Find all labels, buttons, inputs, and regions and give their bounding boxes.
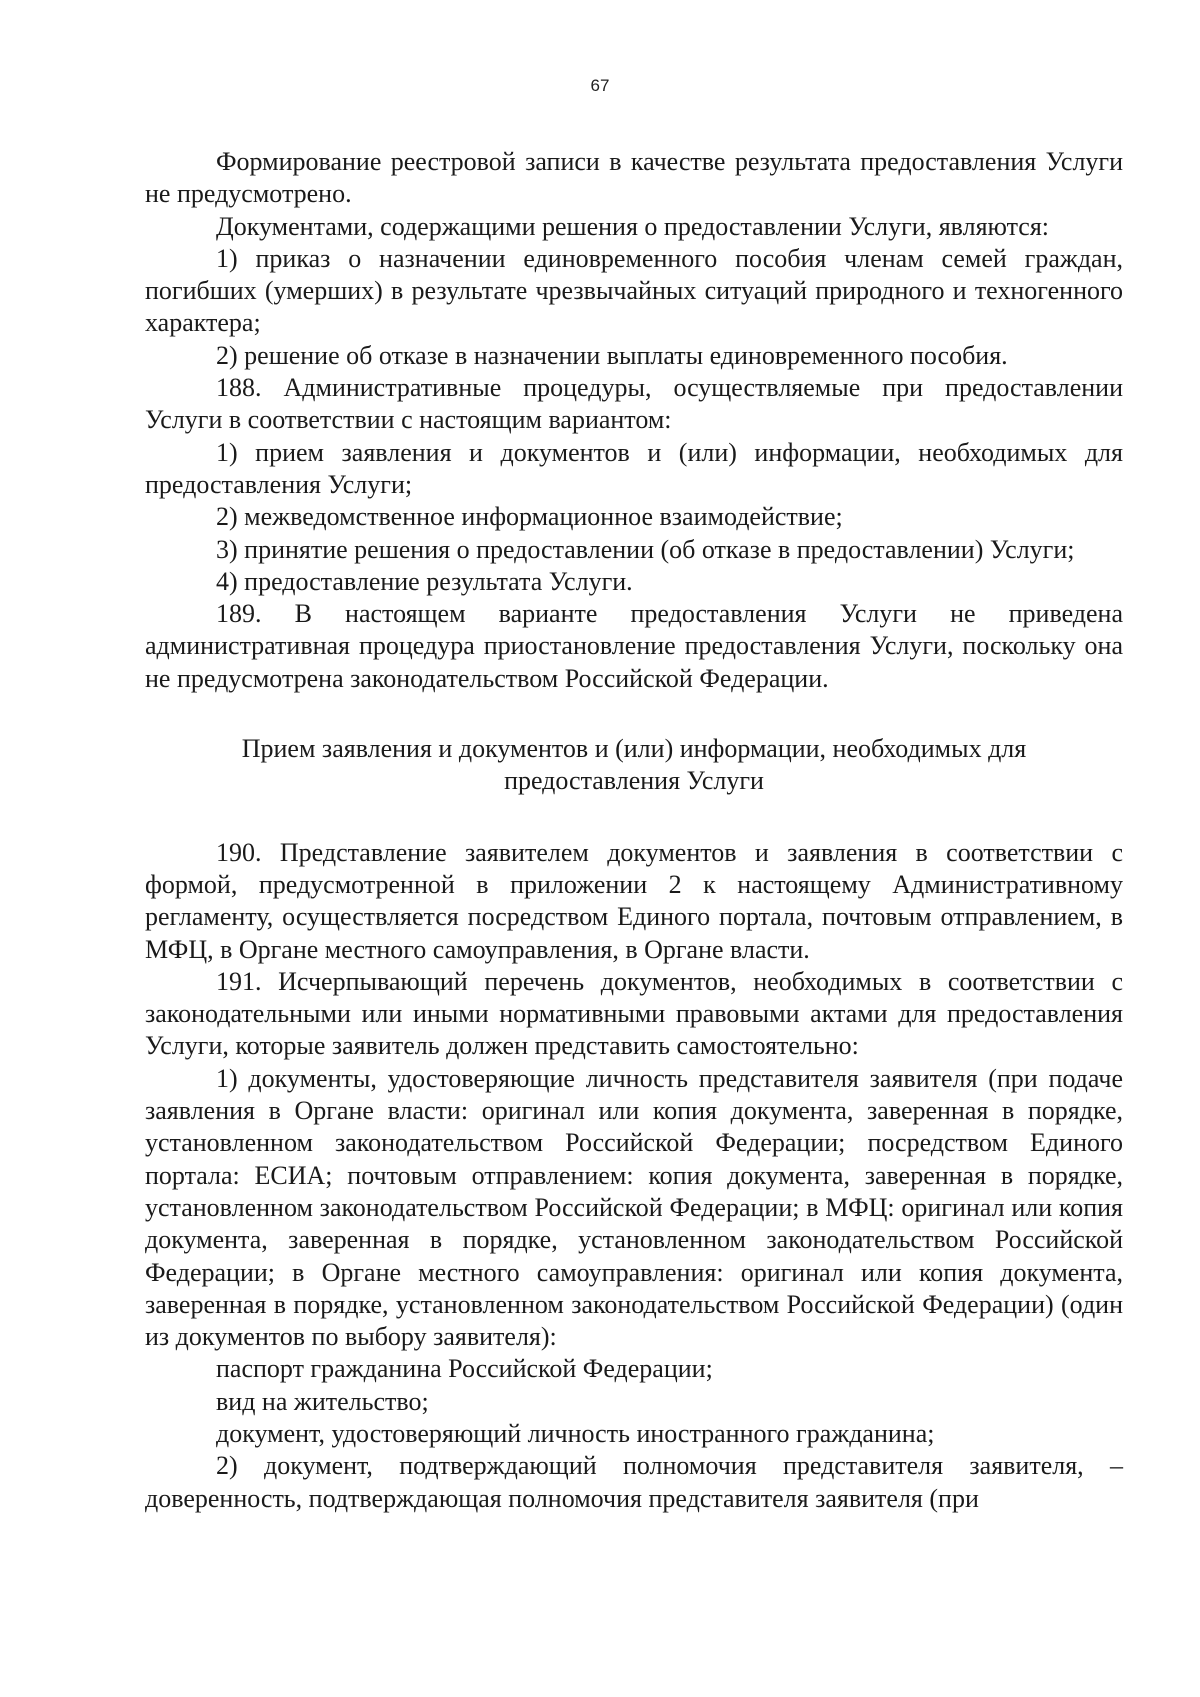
paragraph-189: 189. В настоящем варианте предоставления Услуги не приведена административная процедура приостановление предоставления Услуги, поскольку она не предусмотрена законодательством Российской Федерации. [145,599,1123,693]
list-item-passport: паспорт гражданина Российской Федерации; [216,1354,713,1384]
page-number: 67 [590,76,610,95]
list-item-identity-documents: 1) документы, удостоверяющие личность представителя заявителя (при подаче заявления в Органе власти: оригинал или копия документа, заверенная в порядке, установленном законодательством Российской Федерации; посредством Единого портала: ЕСИА; почтовым отправлением: копия документа, заверенная в порядке, установленном законодательством Российской Федерации; в МФЦ: оригинал или копия документа, заверенная в порядке, установленном законодательством Российской Федерации; в Органе местного самоуправления: оригинал или копия документа, заверенная в порядке, установленном законодательством Российской Федерации) (один из документов по выбору заявителя): [145,1063,1123,1352]
paragraph-registry-record: Формирование реестровой записи в качестве результата предоставления Услуги не предусмотрено. [145,147,1123,209]
list-item-interagency: 2) межведомственное информационное взаимодействие; [216,502,843,532]
list-item-foreign-id: документ, удостоверяющий личность иностранного гражданина; [216,1418,935,1448]
list-item-decision: 3) принятие решения о предоставлении (об отказе в предоставлении) Услуги; [216,534,1075,564]
list-item-power-of-attorney: 2) документ, подтверждающий полномочия представителя заявителя, – доверенность, подтверждающая полномочия представителя заявителя (при [145,1451,1123,1513]
list-item-order: 1) приказ о назначении единовременного пособия членам семей граждан, погибших (умерших) в результате чрезвычайных ситуаций природного и техногенного характера; [145,243,1123,338]
paragraph-decision-documents: Документами, содержащими решения о предоставлении Услуги, являются: [216,211,1050,241]
list-item-result: 4) предоставление результата Услуги. [216,566,633,596]
section-heading-line-2: предоставления Услуги [504,766,764,796]
paragraph-190: 190. Представление заявителем документов и заявления в соответствии с формой, предусмотренной в приложении 2 к настоящему Административному регламенту, осуществляется посредством Единого портала, почтовым отправлением, в МФЦ, в Органе местного самоуправления, в Органе власти. [145,837,1123,964]
paragraph-188: 188. Административные процедуры, осуществляемые при предоставлении Услуги в соответствии с настоящим вариантом: [145,373,1123,435]
list-item-refusal: 2) решение об отказе в назначении выплаты единовременного пособия. [216,340,1008,370]
section-heading-line-1: Прием заявления и документов и (или) информации, необходимых для [241,734,1027,764]
list-item-residence-permit: вид на жительство; [216,1386,429,1416]
document-body [145,146,1123,1515]
section-heading [145,733,1123,798]
list-item-reception: 1) прием заявления и документов и (или) информации, необходимых для предоставления Услуги; [145,437,1123,499]
paragraph-191: 191. Исчерпывающий перечень документов, необходимых в соответствии с законодательными или иными нормативными правовыми актами для предоставления Услуги, которые заявитель должен представить самостоятельно: [145,966,1123,1061]
